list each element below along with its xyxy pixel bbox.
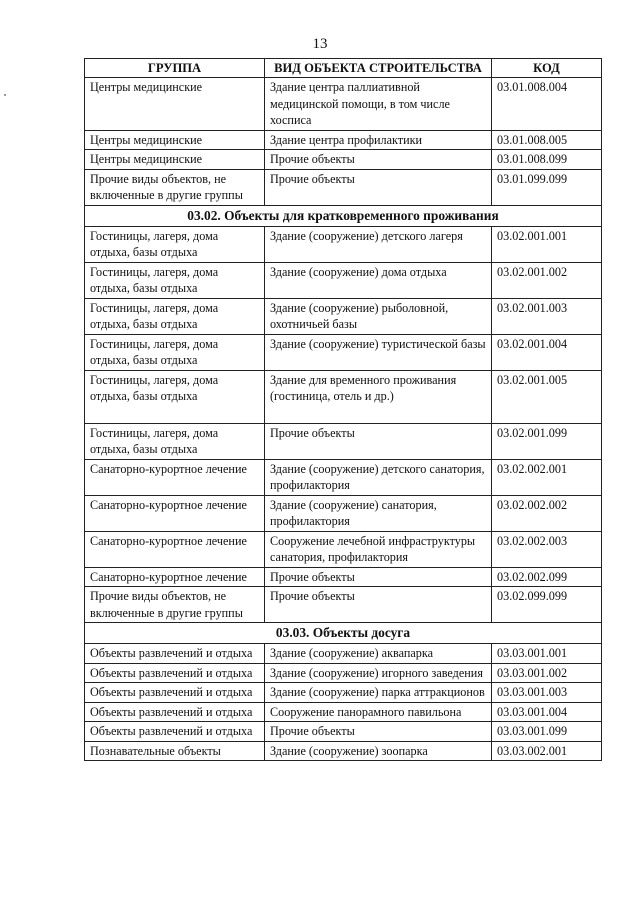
table-row [85,169,602,205]
section-heading: 03.03. Объекты досуга [85,623,602,644]
table-row [85,150,602,170]
object-type-cell: Прочие объекты [265,150,492,170]
table-row [85,644,602,664]
group-cell: Объекты развлечений и отдыха [85,683,265,703]
code-cell: 03.01.008.099 [492,150,602,170]
code-cell: 03.03.001.001 [492,644,602,664]
code-cell: 03.01.099.099 [492,169,602,205]
object-type-cell: Здание (сооружение) детского санатория, профилактория [265,459,492,495]
object-type-cell: Здание центра паллиативной медицинской помощи, в том числе хосписа [265,78,492,131]
object-type-cell: Прочие объекты [265,722,492,742]
table-row [85,459,602,495]
object-type-cell: Здание (сооружение) туристической базы [265,334,492,370]
table-row [85,531,602,567]
code-cell: 03.02.002.001 [492,459,602,495]
code-cell: 03.02.002.099 [492,567,602,587]
group-cell: Гостиницы, лагеря, дома отдыха, базы отдыха [85,262,265,298]
code-cell: 03.02.002.002 [492,495,602,531]
table-row [85,683,602,703]
section-heading-row [85,205,602,226]
code-cell: 03.02.002.003 [492,531,602,567]
code-cell: 03.02.001.004 [492,334,602,370]
group-cell: Объекты развлечений и отдыха [85,722,265,742]
table-row [85,587,602,623]
group-cell: Санаторно-курортное лечение [85,567,265,587]
table-row [85,298,602,334]
table-row [85,370,602,423]
table-body [85,78,602,761]
code-cell: 03.01.008.004 [492,78,602,131]
object-type-cell: Сооружение панорамного павильона [265,702,492,722]
table-row [85,423,602,459]
table-row [85,334,602,370]
group-cell: Санаторно-курортное лечение [85,531,265,567]
object-type-cell: Здание для временного проживания (гостиница, отель и др.) [265,370,492,423]
group-cell: Гостиницы, лагеря, дома отдыха, базы отдыха [85,226,265,262]
code-cell: 03.03.001.002 [492,663,602,683]
group-cell: Прочие виды объектов, не включенные в другие группы [85,587,265,623]
group-cell: Гостиницы, лагеря, дома отдыха, базы отдыха [85,423,265,459]
object-type-cell: Прочие объекты [265,587,492,623]
group-cell: Санаторно-курортное лечение [85,459,265,495]
code-cell: 03.02.001.099 [492,423,602,459]
header-code: КОД [492,59,602,78]
section-heading-row [85,623,602,644]
table-row [85,722,602,742]
code-cell: 03.02.001.003 [492,298,602,334]
code-cell: 03.02.099.099 [492,587,602,623]
group-cell: Гостиницы, лагеря, дома отдыха, базы отдыха [85,298,265,334]
group-cell: Познавательные объекты [85,741,265,761]
table-row [85,78,602,131]
code-cell: 03.02.001.005 [492,370,602,423]
code-cell: 03.02.001.001 [492,226,602,262]
table-row [85,262,602,298]
code-cell: 03.03.001.099 [492,722,602,742]
object-type-cell: Здание (сооружение) аквапарка [265,644,492,664]
table-row [85,567,602,587]
object-type-cell: Здание (сооружение) детского лагеря [265,226,492,262]
page-number: 13 [312,36,328,52]
header-group: ГРУППА [85,59,265,78]
section-heading: 03.02. Объекты для кратковременного проживания [85,205,602,226]
object-type-cell: Прочие объекты [265,567,492,587]
code-cell: 03.01.008.005 [492,130,602,150]
group-cell: Объекты развлечений и отдыха [85,644,265,664]
object-type-cell: Здание (сооружение) дома отдыха [265,262,492,298]
group-cell: Центры медицинские [85,78,265,131]
table-row [85,663,602,683]
group-cell: Прочие виды объектов, не включенные в другие группы [85,169,265,205]
object-type-cell: Здание (сооружение) санатория, профилактория [265,495,492,531]
code-cell: 03.03.001.003 [492,683,602,703]
header-type: ВИД ОБЪЕКТА СТРОИТЕЛЬСТВА [265,59,492,78]
object-type-cell: Прочие объекты [265,423,492,459]
object-type-cell: Здание (сооружение) игорного заведения [265,663,492,683]
object-type-cell: Здание центра профилактики [265,130,492,150]
scan-mark [4,94,6,96]
table-row [85,226,602,262]
group-cell: Гостиницы, лагеря, дома отдыха, базы отдыха [85,370,265,423]
table-row [85,741,602,761]
table-row [85,702,602,722]
table-header-row [85,59,602,78]
group-cell: Объекты развлечений и отдыха [85,663,265,683]
object-type-cell: Прочие объекты [265,169,492,205]
object-type-cell: Здание (сооружение) рыболовной, охотничьей базы [265,298,492,334]
object-type-cell: Здание (сооружение) парка аттракционов [265,683,492,703]
code-cell: 03.03.002.001 [492,741,602,761]
group-cell: Центры медицинские [85,150,265,170]
construction-types-table [84,58,602,761]
group-cell: Объекты развлечений и отдыха [85,702,265,722]
object-type-cell: Здание (сооружение) зоопарка [265,741,492,761]
code-cell: 03.02.001.002 [492,262,602,298]
group-cell: Санаторно-курортное лечение [85,495,265,531]
table-row [85,495,602,531]
group-cell: Центры медицинские [85,130,265,150]
code-cell: 03.03.001.004 [492,702,602,722]
group-cell: Гостиницы, лагеря, дома отдыха, базы отдыха [85,334,265,370]
table-row [85,130,602,150]
object-type-cell: Сооружение лечебной инфраструктуры санатория, профилактория [265,531,492,567]
